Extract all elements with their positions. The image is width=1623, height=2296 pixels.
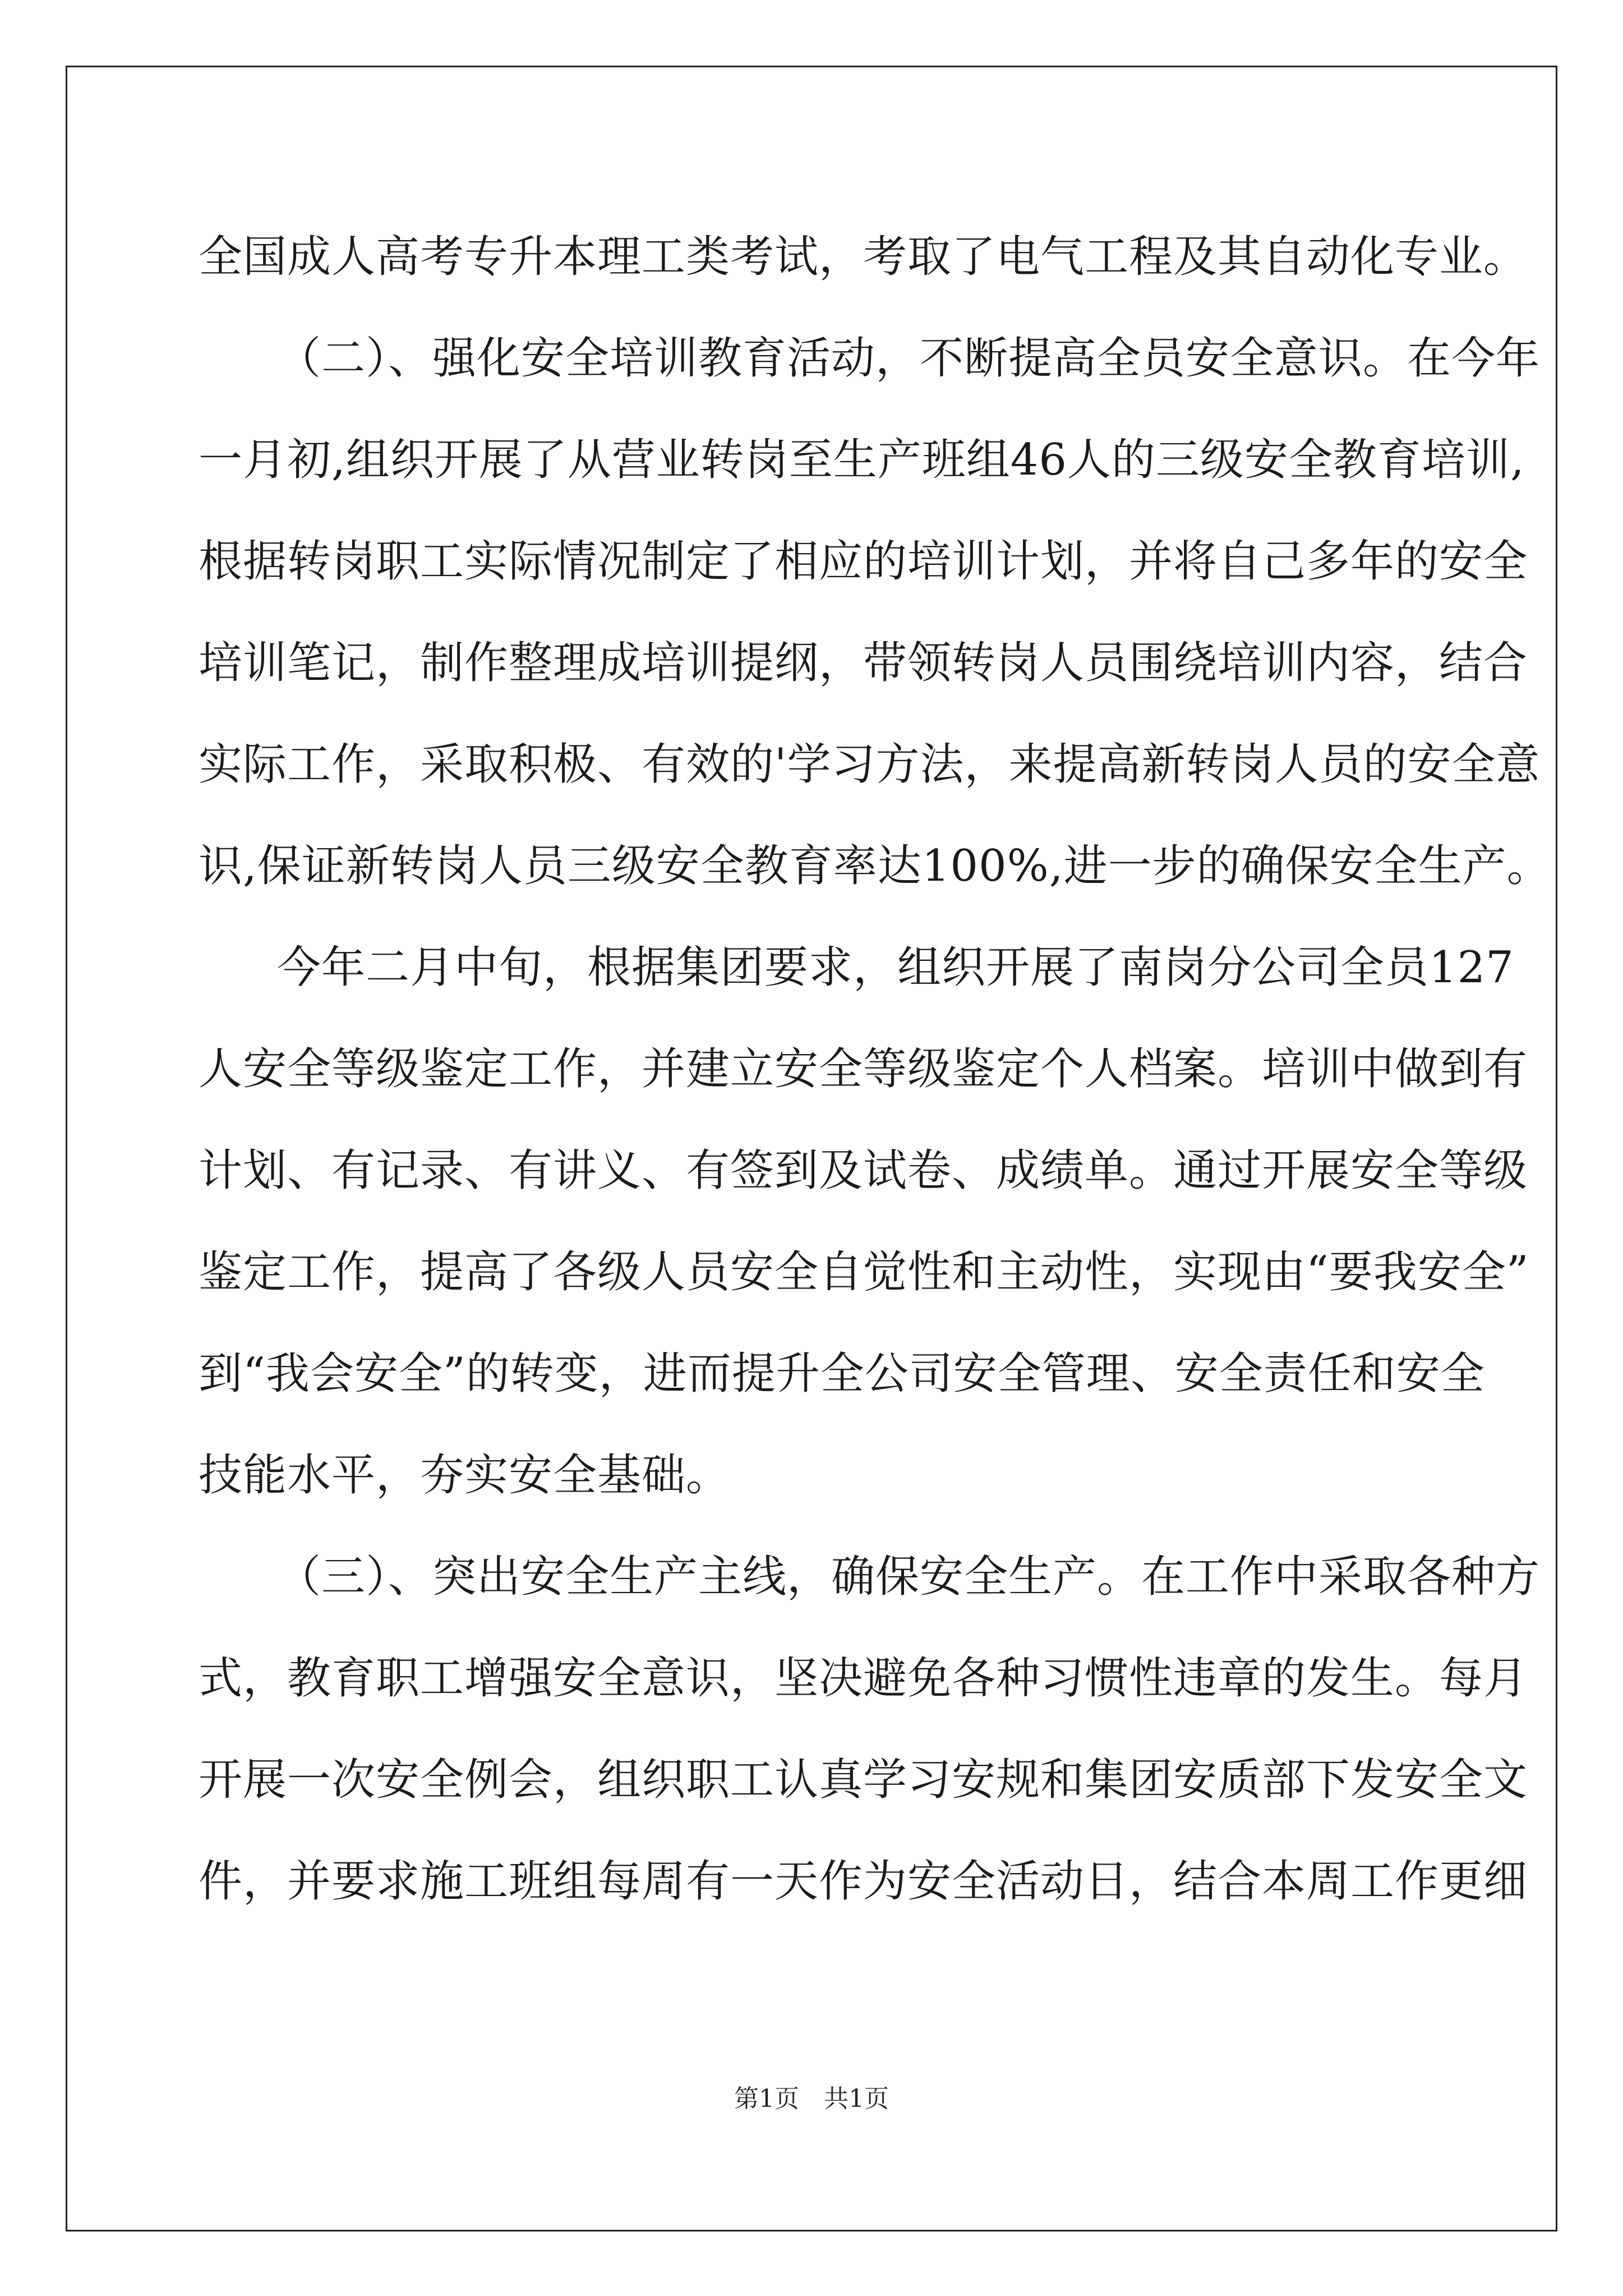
text-line: 实际工作，采取积极、有效的'学习方法，来提高新转岗人员的安全意 xyxy=(199,739,1541,790)
page-number-current: 第1页 xyxy=(734,2085,799,2113)
text-line: 技能水平，夯实安全基础。 xyxy=(199,1450,731,1501)
text-line: 件，并要求施工班组每周有一天作为安全活动日，结合本周工作更细 xyxy=(199,1856,1528,1907)
text-line: 计划、有记录、有讲义、有签到及试卷、成绩单。通过开展安全等级 xyxy=(199,1145,1528,1196)
text-line: 开展一次安全例会，组织职工认真学习安规和集团安质部下发安全文 xyxy=(199,1755,1528,1805)
text-line: 今年二月中旬，根据集团要求，组织开展了南岗分公司全员127 xyxy=(277,942,1514,993)
page-footer xyxy=(0,2082,1623,2116)
text-line: 全国成人高考专升本理工类考试，考取了电气工程及其自动化专业。 xyxy=(199,232,1528,282)
document-body xyxy=(199,206,1551,1932)
text-line: （二）、强化安全培训教育活动，不断提高全员安全意识。在今年 xyxy=(277,333,1541,384)
page-number-total: 共1页 xyxy=(824,2085,889,2113)
text-line: 人安全等级鉴定工作，并建立安全等级鉴定个人档案。培训中做到有 xyxy=(199,1044,1528,1094)
text-line: 根据转岗职工实际情况制定了相应的培训计划，并将自己多年的安全 xyxy=(199,536,1528,587)
text-line: 培训笔记，制作整理成培训提纲，带领转岗人员围绕培训内容，结合 xyxy=(199,638,1528,688)
text-line: 一月初,组织开展了从营业转岗至生产班组46人的三级安全教育培训, xyxy=(199,435,1525,485)
text-line: 到“我会安全”的转变，进而提升全公司安全管理、安全责任和安全 xyxy=(199,1349,1485,1399)
text-line: 识,保证新转岗人员三级安全教育率达100%,进一步的确保安全生产。 xyxy=(199,841,1551,891)
text-line: 式，教育职工增强安全意识，坚决避免各种习惯性违章的发生。每月 xyxy=(199,1653,1528,1704)
text-line: 鉴定工作，提高了各级人员安全自觉性和主动性，实现由“要我安全” xyxy=(199,1247,1529,1297)
text-line: （三）、突出安全生产主线，确保安全生产。在工作中采取各种方 xyxy=(277,1552,1541,1602)
